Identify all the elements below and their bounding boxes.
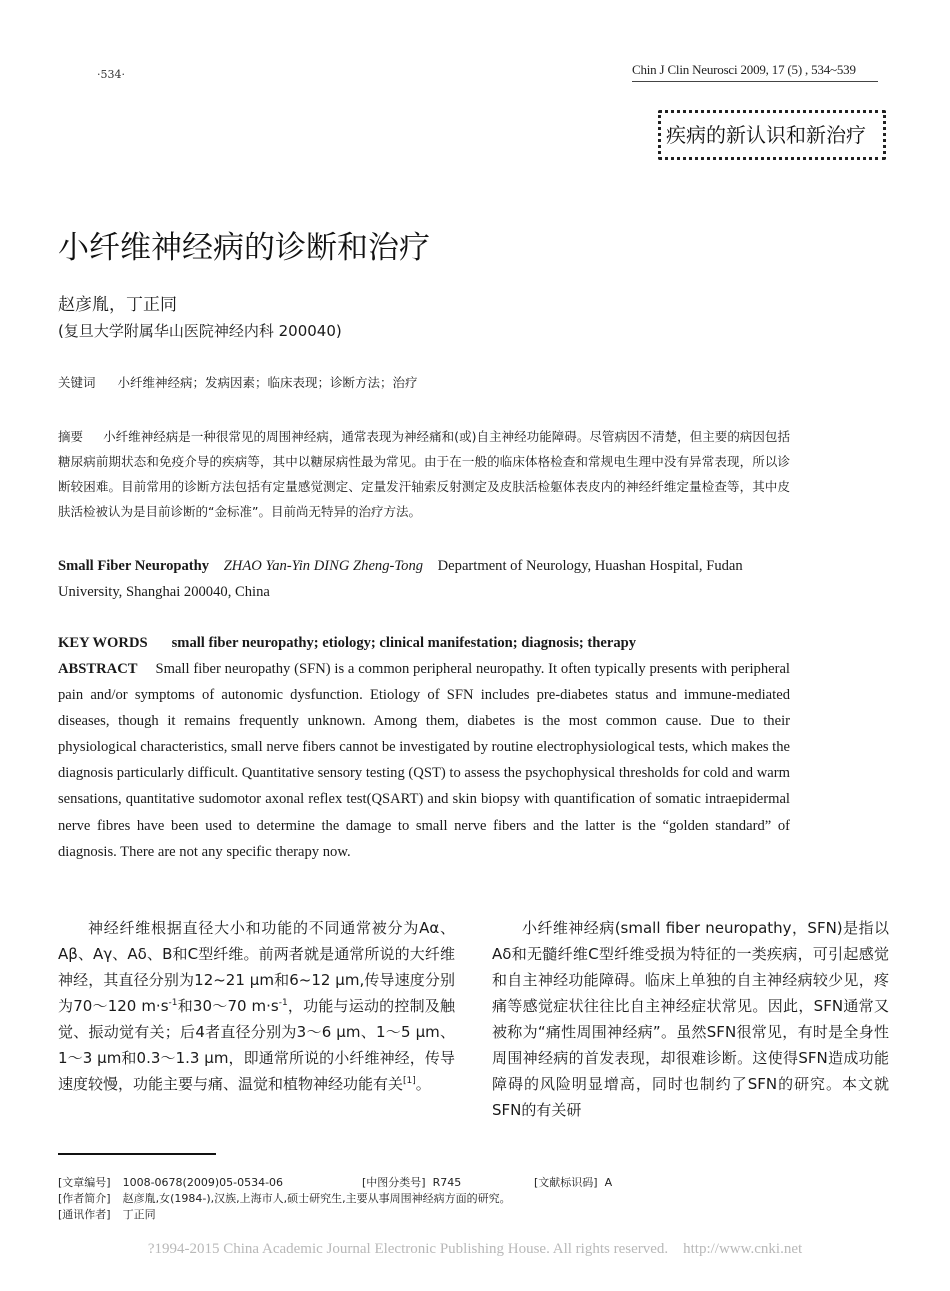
author-list: 赵彦胤，丁正同 — [58, 295, 177, 315]
english-title: Small Fiber Neuropathy — [58, 558, 210, 574]
reference-marker[interactable]: [1] — [403, 1076, 416, 1086]
body-left-text-2: 和30～70 m·s — [177, 997, 279, 1015]
corresponding-author: 丁正同 — [122, 1208, 156, 1221]
footnote-rule — [58, 1153, 216, 1155]
column-label: 疾病的新认识和新治疗 — [666, 123, 866, 147]
body-left-column — [58, 915, 455, 1097]
abstract-cn — [58, 424, 790, 524]
keywords-cn-text: 小纤维神经病；发病因素；临床表现；诊断方法；治疗 — [117, 375, 418, 390]
superscript-unit-1: -1 — [168, 998, 178, 1008]
copyright-notice: ?1994-2015 China Academic Journal Electronic Publishing House. All rights reserved. http://www.cnki.net — [147, 1241, 803, 1257]
superscript-unit-2: -1 — [278, 998, 288, 1008]
body-left-text-3: ，功能与运动的控制及触觉、振动觉有关；后4者直径分别为3～6 μm、1～5 μm、1～3 μm和0.3～1.3 μm，即通常所说的小纤维神经，传导速度较慢，功能主要与痛、温觉和植物神经功能有关 — [58, 997, 455, 1093]
abstract-en-label: ABSTRACT — [58, 661, 138, 677]
clc-label: [中图分类号] — [362, 1176, 426, 1189]
footnote-line-3 — [58, 1206, 156, 1222]
keywords-en-label: KEY WORDS — [58, 635, 148, 651]
author-bio-label: [作者简介] — [58, 1192, 111, 1205]
keywords-en-text: small fiber neuropathy; etiology; clinical manifestation; diagnosis; therapy — [171, 635, 637, 651]
english-authors: ZHAO Yan-Yin DING Zheng-Tong — [223, 558, 424, 574]
page-number: ·534· — [97, 68, 125, 81]
keywords-cn — [58, 373, 418, 391]
body-left-text-1: 神经纤维根据直径大小和功能的不同通常被分为Aα、Aβ、Aγ、Aδ、B和C型纤维。前两者就是通常所说的大纤维神经，其直径分别为12~21 μm和6~12 μm,传导速度分别为70～120 m·s — [58, 919, 455, 1015]
abstract-cn-text: 小纤维神经病是一种很常见的周围神经病，通常表现为神经痛和(或)自主神经功能障碍。尽管病因不清楚，但主要的病因包括糖尿病前期状态和免疫介导的疾病等，其中以糖尿病性最为常见。由于在一般的临床体格检查和常规电生理中没有异常表现，所以诊断较困难。目前常用的诊断方法包括有定量感觉测定、定量发汗轴索反射测定及皮肤活检躯体表皮内的神经纤维定量检查等，其中皮肤活检被认为是目前诊断的“金标准”。目前尚无特异的治疗方法。 — [58, 429, 790, 519]
doc-code-label: [文献标识码] — [534, 1176, 598, 1189]
affiliation: (复旦大学附属华山医院神经内科 200040) — [58, 322, 342, 340]
abstract-en-text: Small fiber neuropathy (SFN) is a common peripheral neuropathy. It often typically presents with peripheral pain and/or symptoms of autonomic dysfunction. Etiology of SFN includes pre-diabetes status and immune-mediated diseases, though it remains frequently unknown. Among them, diabetes is the most common cause. Due to their physiological characteristics, small nerve fibers cannot be investigated by routine electrophysiological tests, which makes the diagnosis particularly difficult. Quantitative sensory testing (QST) to assess the psychophysical thresholds for cold and warm sensations, quantitative sudomotor axonal reflex test(QSART) and skin biopsy with quantification of somatic intraepidermal nerve fibres have been used to determine the damage to small nerve fibers and the latter is the “golden standard” of diagnosis. There are not any specific therapy now. — [58, 661, 790, 860]
keywords-en — [58, 631, 790, 655]
journal-citation: Chin J Clin Neurosci 2009, 17 (5) , 534~539 — [632, 62, 856, 77]
clc-code: R745 — [432, 1176, 462, 1189]
article-no: 1008-0678(2009)05-0534-06 — [122, 1176, 284, 1189]
corresponding-label: [通讯作者] — [58, 1208, 111, 1221]
abstract-en — [58, 656, 790, 865]
footnote-line-1 — [58, 1174, 613, 1190]
footnote-line-2 — [58, 1190, 511, 1206]
author-bio: 赵彦胤,女(1984-),汉族,上海市人,硕士研究生,主要从事周围神经病方面的研究。 — [122, 1192, 511, 1205]
article-title: 小纤维神经病的诊断和治疗 — [58, 230, 430, 266]
keywords-cn-label: 关键词 — [58, 375, 96, 390]
english-affiliation: Department of Neurology, Huashan Hospital, Fudan University, Shanghai 200040, China — [58, 558, 743, 600]
article-no-label: [文章编号] — [58, 1176, 111, 1189]
body-left-text-4: 。 — [415, 1075, 431, 1093]
english-heading — [58, 553, 790, 605]
body-right-column: 小纤维神经病(small fiber neuropathy，SFN)是指以Aδ和无髓纤维C型纤维受损为特征的一类疾病，可引起感觉和自主神经功能障碍。临床上单独的自主神经病较少见，疼痛等感觉症状往往比自主神经症状常见。因此，SFN通常又被称为“痛性周围神经病”。虽然SFN很常见，有时是全身性周围神经病的首发表现，却很难诊断。这使得SFN造成功能障碍的风险明显增高，同时也制约了SFN的研究。本文就SFN的有关研 — [492, 919, 889, 1119]
doc-code: A — [604, 1176, 613, 1189]
header-rule — [632, 81, 878, 82]
abstract-cn-label: 摘要 — [58, 429, 84, 444]
